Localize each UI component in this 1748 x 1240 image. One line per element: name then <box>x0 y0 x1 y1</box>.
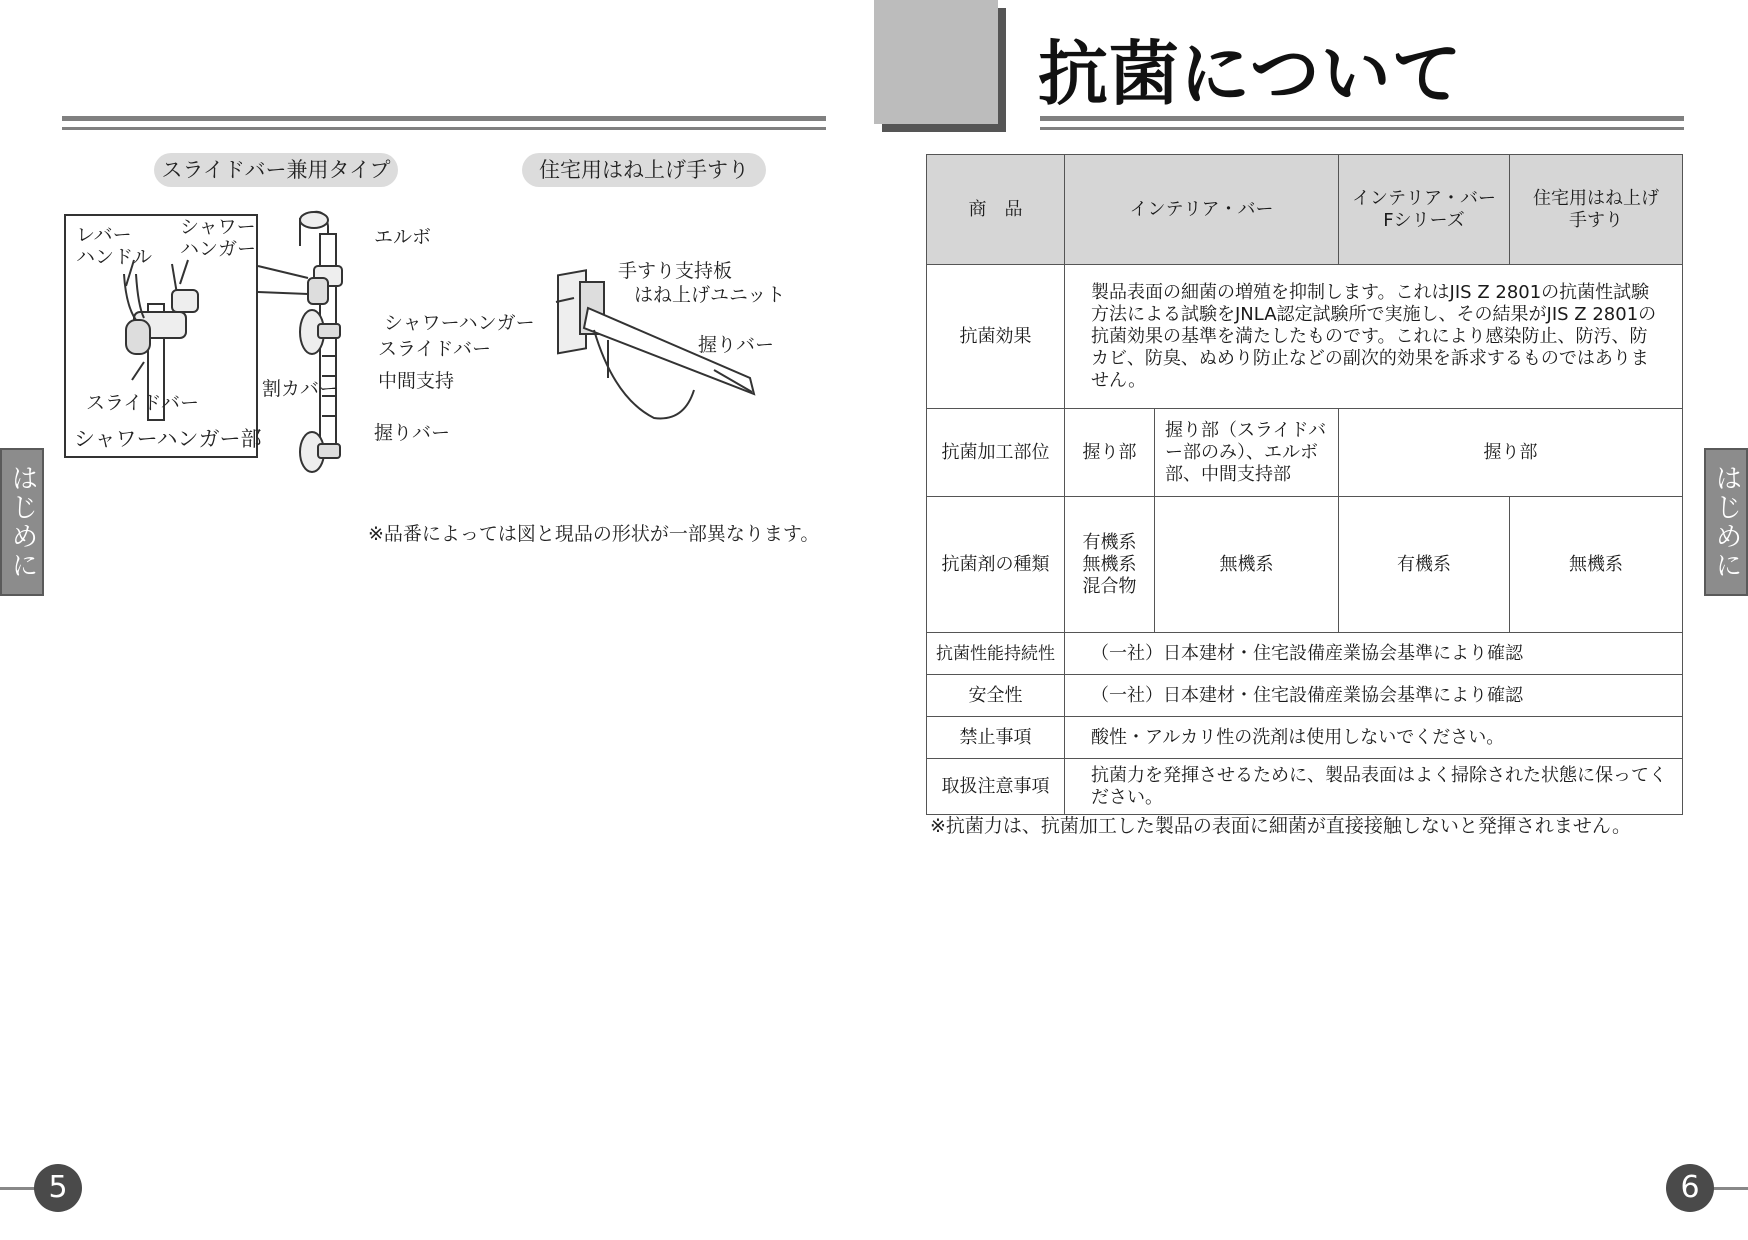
antibacterial-spec-table <box>926 154 1683 815</box>
effect-text-cell: 製品表面の細菌の増殖を抑制します。これはJIS Z 2801の抗菌性試験方法による試験をJNLA認定試験所で実施し、その結果がJIS Z 2801の抗菌効果の基準を満たしたものです。これにより感染防止、防汚、防カビ、防臭、ぬめり防止などの副次的効果を訴求するものではありません。 <box>1065 265 1683 409</box>
agent-value-4: 無機系 <box>1510 497 1683 633</box>
support-plate-label: 手すり支持板 <box>618 260 733 282</box>
table-row <box>927 759 1683 815</box>
left-page-number: 5 <box>34 1164 82 1212</box>
table-row <box>927 675 1683 717</box>
antibacterial-footnote: ※抗菌力は、抗菌加工した製品の表面に細菌が直接接触しないと発揮されません。 <box>930 815 1632 837</box>
part-label-cell: 抗菌加工部位 <box>927 409 1065 497</box>
right-header-rule-top <box>1040 116 1684 121</box>
shape-note: ※品番によっては図と現品の形状が一部異なります。 <box>368 523 820 545</box>
bar-shower-hanger-label: シャワーハンガー <box>384 312 535 334</box>
handling-text-cell: 抗菌力を発揮させるために、製品表面はよく掃除された状態に保ってください。 <box>1065 759 1683 815</box>
table-row <box>927 409 1683 497</box>
agent-value-1: 有機系 無機系 混合物 <box>1065 497 1155 633</box>
prohibited-text-cell: 酸性・アルカリ性の洗剤は使用しないでください。 <box>1065 717 1683 759</box>
product-header-cell: 商 品 <box>927 155 1065 265</box>
inset-caption: シャワーハンガー部 <box>74 427 262 451</box>
inset-shower-hanger-label-1: シャワー <box>180 216 256 238</box>
middle-support-label: 中間支持 <box>378 370 455 392</box>
product-interior-bar-f: インテリア・バー Fシリーズ <box>1339 155 1510 265</box>
prohibited-label-cell: 禁止事項 <box>927 717 1065 759</box>
title-block <box>874 0 998 124</box>
table-row <box>927 155 1683 265</box>
split-cover-label: 割カバー <box>262 378 339 400</box>
inset-shower-hanger-label-2: ハンガー <box>180 238 257 260</box>
slide-bar-type-label: スライドバー兼用タイプ <box>154 153 398 187</box>
effect-label-cell: 抗菌効果 <box>927 265 1065 409</box>
elbow-label: エルボ <box>374 226 432 248</box>
product-flip-up-handrail: 住宅用はね上げ 手すり <box>1510 155 1683 265</box>
product-interior-bar: インテリア・バー <box>1065 155 1339 265</box>
durability-text-cell: （一社）日本建材・住宅設備産業協会基準により確認 <box>1065 633 1683 675</box>
right-page-number: 6 <box>1666 1164 1714 1212</box>
bar-grip-bar-label: 握りバー <box>374 422 451 444</box>
right-page-number-rule <box>1712 1187 1748 1190</box>
part-value-2: 握り部（スライドバー部のみ）、エルボ部、中間支持部 <box>1155 409 1339 497</box>
right-side-tab: はじめに <box>1704 448 1748 596</box>
left-header-rule-bottom <box>62 127 826 130</box>
left-page-number-rule <box>0 1187 36 1190</box>
safety-text-cell: （一社）日本建材・住宅設備産業協会基準により確認 <box>1065 675 1683 717</box>
page-title: 抗菌について <box>1038 33 1463 115</box>
part-value-3: 握り部 <box>1339 409 1683 497</box>
lever-handle-label-1: レバー <box>76 224 132 246</box>
bar-slide-bar-label: スライドバー <box>378 338 492 360</box>
handling-label-cell: 取扱注意事項 <box>927 759 1065 815</box>
table-row <box>927 497 1683 633</box>
inset-slide-bar-label: スライドバー <box>86 392 200 414</box>
slide-bar-illustration <box>256 206 366 476</box>
flip-unit-label: はね上げユニット <box>634 284 786 306</box>
left-side-tab: はじめに <box>0 448 44 596</box>
durability-label-cell: 抗菌性能持続性 <box>927 633 1065 675</box>
flip-grip-bar-label: 握りバー <box>698 334 775 356</box>
part-value-1: 握り部 <box>1065 409 1155 497</box>
agent-value-3: 有機系 <box>1339 497 1510 633</box>
residential-type-label: 住宅用はね上げ手すり <box>522 153 766 187</box>
agent-value-2: 無機系 <box>1155 497 1339 633</box>
agent-label-cell: 抗菌剤の種類 <box>927 497 1065 633</box>
table-row <box>927 633 1683 675</box>
table-row <box>927 717 1683 759</box>
table-row <box>927 265 1683 409</box>
lever-handle-label-2: ハンドル <box>76 246 153 268</box>
left-header-rule-top <box>62 116 826 121</box>
right-header-rule-bottom <box>1040 127 1684 130</box>
safety-label-cell: 安全性 <box>927 675 1065 717</box>
